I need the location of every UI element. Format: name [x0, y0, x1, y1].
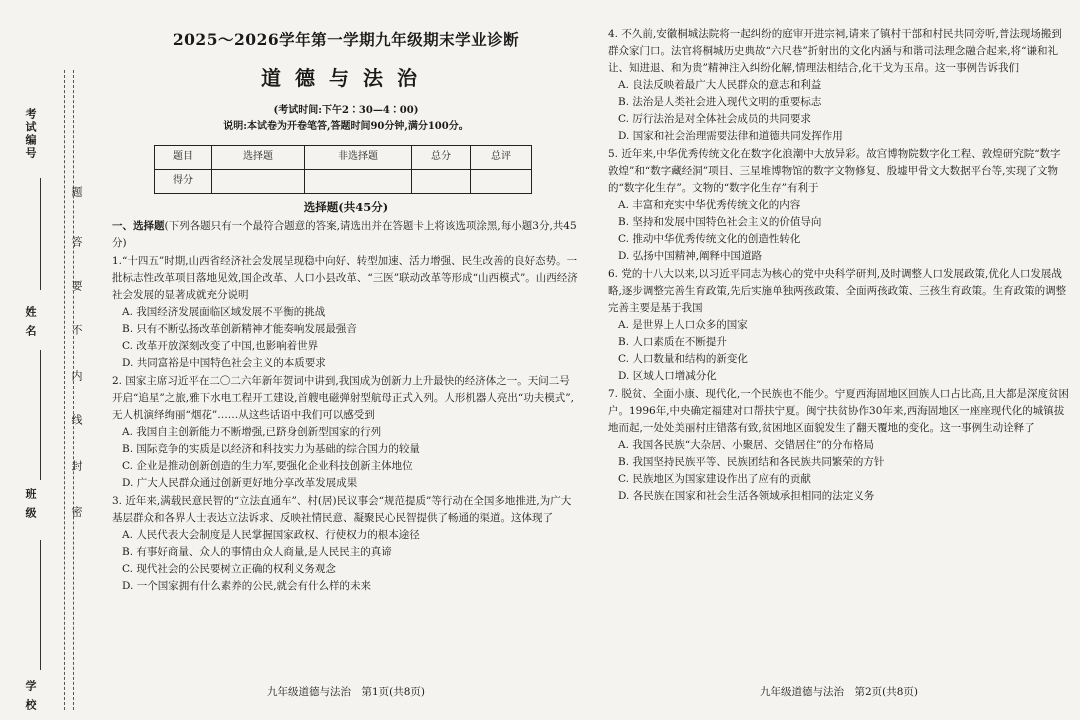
question-text: 7. 脱贫、全面小康、现代化,一个民族也不能少。宁夏西海固地区回族人口占比高,且大都是深度贫困户。1996年,中央确定福建对口帮扶宁夏。闽宁扶贫协作30年来,西海固地区一座座现代化的城镇拔地而起,一处处美丽村庄错落有致,贫困地区面貌发生了翻天覆地的变化。这一事例生动诠释了	[608, 388, 1070, 434]
option-a: A. 我国各民族“大杂居、小聚居、交错居住”的分布格局	[618, 439, 874, 451]
section-instructions	[112, 218, 580, 252]
score-table	[154, 145, 532, 194]
page-2-body	[608, 26, 1070, 505]
class-line	[40, 540, 41, 670]
score-table-header-row	[155, 145, 532, 169]
option-d: D. 弘扬中国精神,阐释中国道路	[618, 250, 763, 262]
name-label: 姓 名	[24, 306, 37, 338]
exam-number-label: 考试编号	[24, 108, 37, 160]
score-cell	[212, 169, 305, 193]
option-b: B. 有事好商量、众人的事情由众人商量,是人民民主的真谛	[122, 545, 392, 558]
question-2	[112, 373, 580, 492]
option-b: B. 坚持和发展中国特色社会主义的价值导向	[618, 216, 822, 228]
exam-number-line	[40, 178, 41, 290]
page-1	[112, 0, 580, 720]
option-a: A. 丰富和充实中华优秀传统文化的内容	[618, 199, 801, 211]
option-c: C. 推动中华优秀传统文化的创造性转化	[618, 233, 801, 245]
option-b: B. 法治是人类社会进入现代文明的重要标志	[618, 96, 822, 108]
option-d: D. 区域人口增减分化	[618, 370, 717, 382]
page-footer: 九年级道德与法治 第2页(共8页)	[759, 686, 919, 698]
question-text: 2. 国家主席习近平在二〇二六年新年贺词中讲到,我国成为创新力上升最快的经济体之一。天问二号开启“追星”之旅,雅下水电工程开工建设,首艘电磁弹射型航母正式入列。人形机器人亮出“功夫模式”,无人机演绎绚丽“烟花”……从这些话语中我们可以感受到	[112, 374, 574, 421]
option-a: A. 良法反映着最广大人民群众的意志和利益	[618, 79, 822, 91]
question-6	[608, 266, 1070, 385]
option-a: A. 是世界上人口众多的国家	[618, 319, 748, 331]
question-text: 6. 党的十八大以来,以习近平同志为核心的党中央科学研判,及时调整人口发展政策,优化人口发展战略,逐步调整完善生育政策,先后实施单独两孩政策、全面两孩政策、三孩生育政策。生育政策的调整完善主要是基于我国	[608, 268, 1067, 314]
seal-dashed-line	[64, 70, 74, 710]
question-text: 4. 不久前,安徽桐城法院将一起纠纷的庭审开进宗祠,请来了镇村干部和村民共同旁听,普法现场搬到群众家门口。法官将桐城历史典故“六尺巷”折射出的文化内涵与和谐司法理念融合起来,将“谦和礼让、知进退、和为贵”精神注入纠纷化解,情理法相结合,化干戈为玉帛。这一事例告诉我们	[608, 28, 1062, 74]
question-text: 5. 近年来,中华优秀传统文化在数字化浪潮中大放异彩。故宫博物院数字化工程、敦煌研究院“数字敦煌”和“数字藏经洞”项目、三星堆博物馆的数字文物修复、殷墟甲骨文大数据平台等,实现了文物的“数字化生存”。文物的“数字化生存”有利于	[608, 148, 1061, 194]
score-header-cell: 选择题	[212, 145, 305, 169]
seal-char: 密	[70, 506, 83, 517]
school-label: 学 校	[24, 680, 37, 712]
score-cell	[412, 169, 471, 193]
exam-note: 说明:本试卷为开卷笔答,答题时间90分钟,满分100分。	[223, 120, 469, 132]
option-a: A. 我国自主创新能力不断增强,已跻身创新型国家的行列	[122, 425, 382, 438]
option-b: B. 我国坚持民族平等、民族团结和各民族共同繁荣的方针	[618, 456, 885, 468]
score-cell	[471, 169, 532, 193]
question-5	[608, 146, 1070, 265]
option-d: D. 国家和社会治理需要法律和道德共同发挥作用	[618, 130, 843, 142]
seal-char: 封	[70, 460, 83, 471]
option-d: D. 广大人民群众通过创新更好地分享改革发展成果	[122, 476, 358, 489]
section-intro-lead: 一、选择题	[112, 219, 165, 232]
score-row-label: 得分	[155, 169, 212, 193]
score-header-cell: 题目	[155, 145, 212, 169]
question-7	[608, 386, 1070, 505]
option-c: C. 民族地区为国家建设作出了应有的贡献	[618, 473, 811, 485]
seal-char: 题	[70, 186, 83, 197]
option-b: B. 人口素质在不断提升	[618, 336, 727, 348]
option-c: C. 现代社会的公民要树立正确的权利义务观念	[122, 562, 336, 575]
option-c: C. 改革开放深刻改变了中国,也影响着世界	[122, 339, 319, 352]
subject-title: 道德与法治	[261, 66, 431, 91]
question-text: 3. 近年来,满载民意民智的“立法直通车”、村(居)民议事会“规范提质”等行动在全国多地推进,为广大基层群众和各界人士表达立法诉求、反映社情民意、凝聚民心民智提供了畅通的渠道。这体现了	[112, 494, 572, 524]
score-header-cell: 总分	[412, 145, 471, 169]
option-d: D. 一个国家拥有什么素养的公民,就会有什么样的未来	[122, 579, 372, 592]
score-cell	[305, 169, 412, 193]
score-header-cell: 非选择题	[305, 145, 412, 169]
seal-char: 不	[70, 324, 83, 335]
option-c: C. 企业是推动创新创造的生力军,要强化企业科技创新主体地位	[122, 459, 413, 472]
option-d: D. 共同富裕是中国特色社会主义的本质要求	[122, 356, 326, 369]
question-text: 1.“十四五”时期,山西省经济社会发展呈现稳中向好、转型加速、活力增强、民生改善的良好态势。一批标志性改革项目落地见效,国企改革、人口小县改革、“三医”联动改革等形成“山西模式”。山西经济社会发展的显著成就充分说明	[112, 254, 578, 301]
option-a: A. 我国经济发展面临区域发展不平衡的挑战	[122, 305, 326, 318]
seal-char: 内	[70, 370, 83, 381]
option-a: A. 人民代表大会制度是人民掌握国家政权、行使权力的根本途径	[122, 528, 420, 541]
exam-title: 2025～2026学年第一学期九年级期末学业诊断	[172, 30, 520, 49]
question-3	[112, 493, 580, 595]
option-d: D. 各民族在国家和社会生活各领域承担相同的法定义务	[618, 490, 875, 502]
question-4	[608, 26, 1070, 145]
score-header-cell: 总评	[471, 145, 532, 169]
exam-time: (考试时间:下午2∶30—4∶00)	[273, 104, 419, 116]
seal-char: 要	[70, 280, 83, 291]
class-label: 班 级	[24, 488, 37, 520]
option-c: C. 人口数量和结构的新变化	[618, 353, 748, 365]
option-b: B. 国际竞争的实质是以经济和科技实力为基础的综合国力的较量	[122, 442, 420, 455]
seal-char: 答	[70, 236, 83, 247]
score-table-row	[155, 169, 532, 193]
option-c: C. 厉行法治是对全体社会成员的共同要求	[618, 113, 811, 125]
option-b: B. 只有不断弘扬改革创新精神才能奏响发展最强音	[122, 322, 357, 335]
section-intro-text: (下列各题只有一个最符合题意的答案,请选出并在答题卡上将该选项涂黑,每小题3分,共45分)	[112, 219, 577, 249]
seal-char: 线	[70, 414, 83, 425]
binding-margin	[0, 0, 92, 720]
section-title: 选择题(共45分)	[303, 199, 389, 214]
name-line	[40, 350, 41, 480]
page-2	[608, 0, 1070, 720]
question-1	[112, 253, 580, 372]
page-footer: 九年级道德与法治 第1页(共8页)	[266, 686, 426, 698]
